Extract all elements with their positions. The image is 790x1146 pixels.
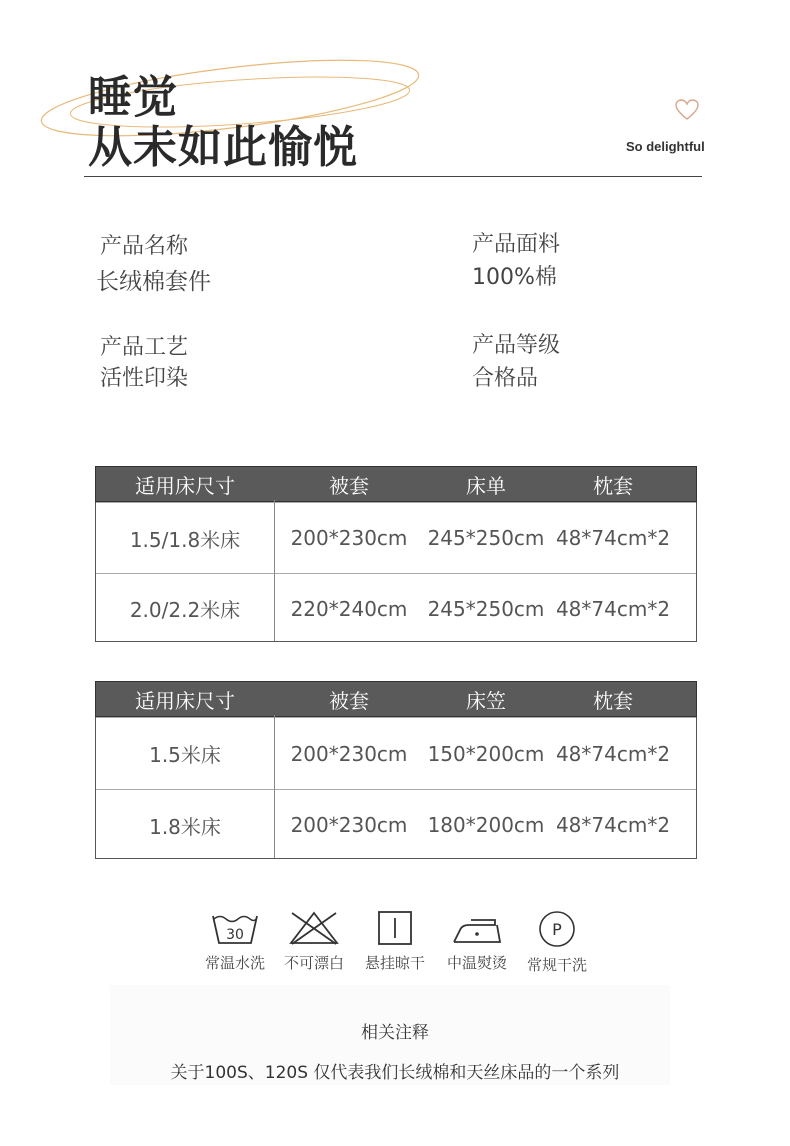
- product-fabric-value: 100%棉: [472, 265, 557, 290]
- product-craft-label: 产品工艺: [100, 335, 189, 360]
- wash-30-icon: [210, 910, 260, 946]
- table-row: [96, 573, 696, 643]
- size-table-fitted: [95, 681, 697, 859]
- header-sheet: 床单: [466, 473, 506, 498]
- cell-duvet-cover: 200*230cm: [290, 526, 408, 550]
- care-item-dryclean: [517, 910, 597, 975]
- no-bleach-icon: [288, 910, 340, 946]
- heart-outline-icon: [674, 98, 700, 122]
- cell-pillowcase: 48*74cm*2: [555, 813, 671, 837]
- iron-medium-icon: [451, 910, 503, 946]
- table-row: [96, 789, 696, 860]
- tagline: So delightful: [626, 139, 705, 154]
- dry-clean-p-icon: [537, 910, 577, 948]
- care-label: 中温熨烫: [446, 954, 507, 972]
- cell-duvet-cover: 220*240cm: [290, 596, 408, 621]
- cell-duvet-cover: 200*230cm: [290, 813, 408, 837]
- headline-line1: 睡觉: [88, 72, 178, 123]
- care-item-wash: [195, 910, 275, 973]
- notes-text: 关于100S、120S 仅代表我们长绒棉和天丝床品的一个系列: [170, 1063, 620, 1083]
- product-fabric-label: 产品面料: [472, 232, 561, 257]
- headline-line2: 从未如此愉悦: [88, 122, 358, 173]
- header-fitted-sheet: 床笠: [466, 688, 506, 713]
- header-duvet-cover: 被套: [329, 473, 369, 498]
- care-label: 不可漂白: [283, 954, 344, 972]
- header-pillowcase: 枕套: [593, 473, 633, 498]
- column-divider: [274, 500, 275, 641]
- header-bed-size: 适用床尺寸: [135, 688, 235, 713]
- care-item-bleach: [274, 910, 354, 973]
- column-divider: [274, 715, 275, 858]
- cell-bed-size: 2.0/2.2米床: [129, 598, 241, 622]
- header-divider: [84, 176, 702, 177]
- cell-pillowcase: 48*74cm*2: [555, 596, 671, 621]
- cell-bed-size: 1.5米床: [149, 743, 221, 767]
- cell-pillowcase: 48*74cm*2: [555, 526, 671, 550]
- care-label: 常温水洗: [204, 954, 265, 972]
- product-name-value: 长绒棉套件: [96, 269, 211, 295]
- table-row: [96, 502, 696, 573]
- cell-bed-size: 1.5/1.8米床: [129, 527, 241, 552]
- table-header: [95, 466, 697, 502]
- product-name-label: 产品名称: [100, 234, 189, 259]
- dry-clean-letter: P: [552, 920, 562, 939]
- cell-fitted-sheet: 180*200cm: [427, 813, 545, 837]
- cell-bed-size: 1.8米床: [149, 814, 221, 839]
- cell-sheet: 245*250cm: [427, 596, 545, 621]
- care-label: 常规干洗: [526, 956, 587, 974]
- size-table-sheet: [95, 466, 697, 642]
- header-duvet-cover: 被套: [329, 688, 369, 713]
- table-header: [95, 681, 697, 717]
- product-grade-label: 产品等级: [472, 333, 561, 358]
- header-bed-size: 适用床尺寸: [135, 473, 235, 498]
- product-grade-value: 合格品: [472, 366, 539, 391]
- notes-title: 相关注释: [361, 1023, 429, 1043]
- cell-duvet-cover: 200*230cm: [290, 741, 408, 766]
- cell-sheet: 245*250cm: [427, 526, 545, 550]
- wash-temp-label: 30: [226, 927, 244, 943]
- care-item-dry: [355, 910, 435, 973]
- cell-pillowcase: 48*74cm*2: [555, 741, 671, 766]
- product-craft-value: 活性印染: [100, 366, 189, 391]
- hang-dry-icon: [375, 910, 415, 946]
- header-pillowcase: 枕套: [593, 688, 633, 713]
- cell-fitted-sheet: 150*200cm: [427, 741, 545, 766]
- care-label: 悬挂晾干: [364, 954, 425, 972]
- care-item-iron: [437, 910, 517, 973]
- table-row: [96, 717, 696, 789]
